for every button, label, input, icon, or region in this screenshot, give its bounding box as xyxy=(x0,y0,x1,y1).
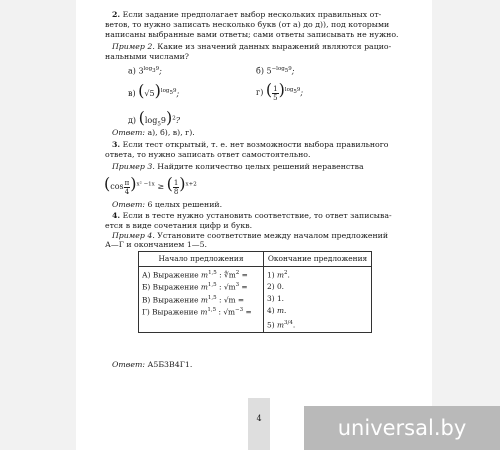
table-row xyxy=(142,268,260,280)
equals: = xyxy=(239,282,248,292)
row-label: А) Выражение xyxy=(142,270,199,280)
numerator: 1 xyxy=(173,178,179,187)
log-argument: 9 xyxy=(172,88,177,95)
punctuation: ; xyxy=(291,66,295,76)
value: m xyxy=(276,320,284,330)
section-3-line-2: ответа, то нужно записать ответ самостоятельно. xyxy=(105,150,311,159)
radical: √m xyxy=(223,295,236,305)
exponent: 1,5 xyxy=(207,282,217,289)
log-base: 5 xyxy=(284,68,289,75)
section-3-line-1 xyxy=(112,140,389,150)
radical: √5 xyxy=(144,89,155,98)
log-argument: 9 xyxy=(155,66,160,72)
section-2-line-2: ветов, то нужно записать несколько букв (от а) до д)), под которыми xyxy=(105,20,390,29)
answer-3 xyxy=(112,200,222,210)
example-label: Пример 4. xyxy=(112,231,155,240)
punctuation: . xyxy=(292,320,296,330)
value: m xyxy=(276,270,284,280)
value: m xyxy=(276,306,284,316)
answer-label: Ответ: xyxy=(112,200,145,209)
example-label: Пример 2. xyxy=(112,42,155,51)
paren-open: ( xyxy=(166,174,173,193)
log-base: 5 xyxy=(169,90,173,97)
equals: = xyxy=(243,307,252,317)
value: 1. xyxy=(276,294,285,304)
example-text: Какие из значений данных выражений являются рацио- xyxy=(157,42,392,51)
radical: ∜m xyxy=(224,270,236,280)
example-3-line-1 xyxy=(112,162,364,172)
equals: = xyxy=(235,295,245,305)
example-4-line-2: А—Г и окончанием 1—5. xyxy=(105,240,208,249)
exponent: 2 xyxy=(172,115,176,122)
table-cell-right xyxy=(264,267,372,333)
equals: = xyxy=(239,270,248,280)
exponent: −log xyxy=(271,66,285,72)
section-2-line-3: написаны выбранные вами ответы; сами ответы записывать не нужно. xyxy=(105,30,399,39)
exponent: log xyxy=(160,88,170,95)
log-function: log xyxy=(144,116,158,125)
operator: : xyxy=(216,282,224,292)
row-label: 5) xyxy=(267,320,275,330)
row-label: В) Выражение xyxy=(142,295,199,305)
paragraph-text: Если в тесте нужно установить соответствие, то ответ записыва- xyxy=(122,211,392,220)
row-label: 2) xyxy=(267,282,275,292)
example-text: Найдите количество целых решений неравенства xyxy=(157,162,364,171)
variable: m xyxy=(200,307,208,317)
exponent: 1,5 xyxy=(208,270,217,276)
log-argument: 9 xyxy=(288,66,292,72)
page-number: 4 xyxy=(248,398,270,450)
exponent: −3 xyxy=(235,307,244,314)
paren-close: ) xyxy=(278,80,285,99)
table-row xyxy=(264,267,371,281)
paren-open: ( xyxy=(138,81,145,100)
row-label: Г) Выражение xyxy=(142,307,198,317)
variable: m xyxy=(201,270,209,280)
exponent: 3/4 xyxy=(283,320,293,327)
table-header-right: Окончание предложения xyxy=(264,252,372,267)
variable: m xyxy=(200,295,208,305)
punctuation: ; xyxy=(300,88,304,97)
operator: : xyxy=(216,307,224,317)
exponent: x² −1x xyxy=(136,181,155,188)
exponent: 2 xyxy=(235,270,240,276)
power-base: 5 xyxy=(266,66,272,76)
exponent: 3 xyxy=(235,282,240,289)
answer-label: Ответ: xyxy=(112,360,145,369)
option-b xyxy=(256,64,294,77)
log-base: 5 xyxy=(293,89,297,96)
power-base: 3 xyxy=(138,66,144,76)
section-4-line-1 xyxy=(112,211,392,221)
log-base: 5 xyxy=(157,121,161,128)
answer-value: 6 целых решений. xyxy=(147,200,223,209)
option-letter: в) xyxy=(128,89,136,98)
punctuation: ; xyxy=(176,89,180,98)
denominator: 5 xyxy=(273,93,278,102)
answer-2 xyxy=(112,128,195,138)
option-v xyxy=(128,83,179,99)
section-number: 2. xyxy=(112,10,121,19)
row-label: 1) xyxy=(267,270,275,280)
paren-close: ) xyxy=(179,174,186,193)
example-2-line-2: нальными числами? xyxy=(105,52,189,61)
section-4-line-2: ется в виде сочетания цифр и букв. xyxy=(105,221,253,230)
example-label: Пример 3. xyxy=(112,162,155,171)
option-letter: д) xyxy=(128,116,137,125)
table-row xyxy=(264,305,371,317)
option-g xyxy=(256,82,303,102)
operator: : xyxy=(216,295,224,305)
row-label: 4) xyxy=(267,306,275,316)
punctuation: . xyxy=(287,270,290,280)
paren-close: ) xyxy=(130,174,137,193)
option-letter: б) xyxy=(256,66,264,76)
log-argument: 9 xyxy=(160,116,166,125)
section-2-line-1 xyxy=(112,10,381,20)
answer-value: А5Б3В4Г1. xyxy=(147,360,193,369)
operator: : xyxy=(216,270,225,280)
example-2-line-1 xyxy=(112,42,391,52)
table-row xyxy=(142,293,260,305)
table-row xyxy=(142,305,260,317)
denominator: 4 xyxy=(124,187,130,196)
watermark-logo: universal.by xyxy=(304,406,500,450)
paragraph-text: Если задание предполагает выбор нескольких правильных от- xyxy=(122,10,382,19)
answer-label: Ответ: xyxy=(112,128,145,137)
option-letter: а) xyxy=(128,66,136,76)
table-row xyxy=(264,293,371,305)
table-row xyxy=(142,280,260,292)
log-base: 3 xyxy=(152,68,156,75)
exponent: x+2 xyxy=(185,181,197,188)
section-number: 4. xyxy=(112,211,121,220)
table-row xyxy=(264,317,371,331)
cos-function: cos xyxy=(110,182,124,191)
table-header-left: Начало предложения xyxy=(139,252,264,267)
exponent: 1,5 xyxy=(207,307,217,314)
answer-value: а), б), в), г). xyxy=(147,128,195,137)
numerator: 1 xyxy=(273,84,278,93)
paren-open: ( xyxy=(104,174,111,193)
option-a xyxy=(128,64,162,77)
section-number: 3. xyxy=(112,140,121,149)
relation-sign: ≥ xyxy=(157,182,165,191)
row-label: Б) Выражение xyxy=(142,282,199,292)
table-row xyxy=(264,281,371,293)
example-text: Установите соответствие между началом предложений xyxy=(157,231,389,240)
paren-open: ( xyxy=(138,108,145,127)
inequality xyxy=(104,176,197,196)
radical: √m xyxy=(223,307,236,317)
matching-table xyxy=(138,251,372,333)
option-letter: г) xyxy=(256,88,264,97)
punctuation: ? xyxy=(175,116,180,125)
log-argument: 9 xyxy=(296,87,301,94)
punctuation: ; xyxy=(159,66,162,76)
radical: √m xyxy=(223,282,236,292)
numerator: π xyxy=(124,178,130,187)
variable: m xyxy=(200,282,208,292)
paren-open: ( xyxy=(265,80,273,99)
paren-close: ) xyxy=(154,81,161,100)
exponent: log xyxy=(143,66,153,72)
denominator: 8 xyxy=(173,187,179,196)
paren-close: ) xyxy=(165,108,173,127)
table-cell-left xyxy=(139,267,264,333)
answer-4 xyxy=(112,360,192,370)
exponent: 1,5 xyxy=(207,294,217,301)
row-label: 3) xyxy=(267,294,275,304)
punctuation: . xyxy=(283,306,287,316)
exponent: 2 xyxy=(283,270,288,276)
option-d xyxy=(128,110,180,130)
paragraph-text: Если тест открытый, т. е. нет возможности выбора правильного xyxy=(122,140,389,149)
value: 0. xyxy=(276,282,285,292)
exponent: log xyxy=(284,87,294,94)
